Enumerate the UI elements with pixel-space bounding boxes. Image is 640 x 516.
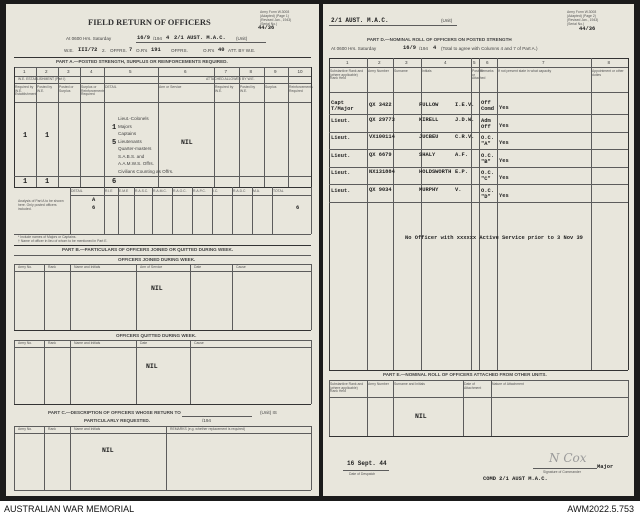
at-hours-label: At 0600 Hrs. Saturday — [331, 46, 377, 51]
column-number: 9 — [274, 69, 277, 74]
column-number: 6 — [486, 60, 489, 65]
part-e-column-header: Nature of Attachment — [492, 382, 524, 386]
column-number: 2 — [45, 69, 48, 74]
army-form-label: (Adapted) (Page 2) — [567, 14, 596, 18]
part-c-heading: PART C.—DESCRIPTION OF OFFICERS WHOSE RETURN TO — [48, 410, 181, 415]
analysis-header: R.A.O.C. — [173, 189, 187, 193]
officer-rank: Lieut. — [331, 187, 351, 194]
column-header: Required by W.E. — [215, 85, 234, 93]
column-number: 2 — [378, 60, 381, 65]
rule-line — [136, 42, 266, 43]
detail-row-label: Quarter-masters — [118, 146, 152, 151]
column-line — [311, 187, 312, 234]
officer-initials: E.P. — [455, 169, 468, 175]
column-line — [152, 187, 153, 234]
column-line — [80, 67, 81, 187]
column-header: Initials — [422, 69, 432, 73]
officer-rank: Lieut. — [331, 135, 351, 141]
column-line — [288, 67, 289, 187]
commander-unit: COMD 2/1 AUST M.A.C. — [483, 476, 548, 482]
column-header: Posted by W.E. — [37, 85, 53, 93]
column-line — [311, 426, 312, 490]
rule-line — [329, 370, 628, 371]
officer-surname: HOLDSWORTH — [419, 169, 452, 175]
column-number: 3 — [67, 69, 70, 74]
return-date: 16/9 — [403, 45, 416, 51]
year-prefix: /194 — [153, 36, 162, 41]
footnote: † Name of officer in lieu of whom to be mentioned in Part E. — [18, 239, 108, 243]
officer-surname: MURPHY — [419, 186, 439, 193]
column-line — [70, 426, 71, 490]
joined-column-header: Rank — [48, 265, 56, 269]
rule-line — [70, 195, 311, 196]
column-number: 7 — [542, 60, 545, 65]
form-title: FIELD RETURN OF OFFICERS — [88, 17, 211, 27]
analysis-header: R.I.E — [105, 189, 113, 193]
column-header: DETAIL — [105, 85, 117, 89]
at-hours-label: At 0600 Hrs. Saturday — [66, 36, 112, 41]
column-line — [70, 340, 71, 404]
posted-value: 1 — [45, 132, 50, 140]
column-line — [311, 67, 312, 187]
analysis-header: R.A.D.C — [233, 189, 246, 193]
officer-status: Off Comd — [481, 100, 494, 113]
column-line — [192, 187, 193, 234]
column-line — [14, 264, 15, 330]
column-line — [70, 264, 71, 330]
army-form-label: (Serial No.) — [567, 22, 585, 26]
officer-army-number: NX131884 — [369, 169, 395, 175]
return-year: 4 — [433, 45, 437, 51]
rule-line — [14, 347, 311, 348]
column-header: Posted or Attached — [472, 69, 486, 81]
att-value: 40 — [218, 47, 225, 53]
column-line — [239, 67, 240, 187]
column-number: 8 — [607, 60, 611, 65]
column-line — [329, 380, 330, 436]
archive-name: AUSTRALIAN WAR MEMORIAL — [4, 504, 135, 514]
officer-remarks: Yes — [499, 157, 509, 164]
quitted-column-header: Name and Initials — [74, 341, 101, 345]
joined-column-header: Name and Initials — [74, 265, 101, 269]
rule-line — [14, 404, 311, 405]
rule-line — [329, 149, 628, 150]
att-label: ATT. BY W.E. — [228, 48, 256, 53]
column-header: Surname — [394, 69, 408, 73]
quitted-column-header: Date — [140, 341, 148, 345]
column-line — [491, 380, 492, 436]
serial-number: 44/36 — [258, 25, 275, 31]
part-c-column-header: REMARKS (e.g. whether replacement is required) — [170, 427, 246, 431]
officer-remarks: Yes — [499, 140, 509, 146]
despatch-date-label: Date of Despatch — [349, 472, 376, 476]
we-establishment-label: W.E. ESTABLISHMENT (Part I) — [18, 77, 66, 81]
rule-line — [329, 202, 628, 203]
rule-line — [533, 468, 597, 469]
column-number: 5 — [473, 60, 476, 65]
we-value: III/72 — [78, 47, 98, 53]
total-value: 6 — [112, 178, 117, 186]
column-number: 1 — [346, 60, 349, 65]
joined-column-header: Date — [194, 265, 202, 269]
part-c-year: /194 — [202, 418, 211, 423]
year-prefix: /194 — [419, 46, 428, 51]
analysis-header: R.A.M.C. — [153, 189, 167, 193]
analysis-note: Analysis of Part A to be shown here. Only posted officers included. — [18, 199, 64, 212]
offrs-value: 7 — [129, 47, 133, 53]
detail-row-label: S.A.B.S. and — [118, 153, 145, 159]
analysis-header: R.A.P.C. — [193, 189, 206, 193]
officer-army-number: QX 6679 — [369, 151, 392, 158]
joined-title: OFFICERS JOINED DURING WEEK. — [118, 257, 196, 262]
column-header: Required by W.E. Establishment — [15, 85, 37, 97]
officer-initials: I.E.V. — [455, 102, 475, 108]
rule-line — [329, 397, 628, 398]
nil-joined: NIL — [151, 285, 163, 292]
footer-bar — [0, 501, 640, 516]
column-line — [172, 187, 173, 234]
analysis-value: A — [92, 197, 96, 203]
rule-line — [14, 426, 311, 427]
column-line — [44, 264, 45, 330]
column-header: Posted or Surplus — [59, 85, 74, 93]
rule-line — [14, 433, 311, 434]
rule-line — [329, 25, 457, 26]
rule-line — [14, 340, 311, 341]
officer-army-number: QX 9034 — [369, 186, 392, 193]
column-header: Reinforcements Required — [289, 85, 313, 93]
column-number: 8 — [249, 69, 253, 74]
column-header: Arm or Service — [159, 85, 182, 89]
quitted-column-header: Army No. — [18, 341, 33, 345]
army-form-label: (Revised Jan., 1943) — [567, 18, 599, 22]
analysis-header: TOTAL — [273, 189, 284, 193]
rule-line — [182, 416, 252, 417]
column-line — [367, 380, 368, 436]
army-form-label: (Revised Jan., 1943) — [260, 18, 292, 22]
despatch-date: 16 Sept. 44 — [347, 460, 387, 467]
posted-value: 1 — [23, 132, 28, 140]
column-line — [628, 58, 629, 370]
rule-line — [14, 245, 311, 246]
officer-surname: SHALY — [419, 151, 436, 158]
column-header: Substantive Rank and (where applicable) Rank Held — [330, 69, 364, 81]
we-label: W.E. — [64, 48, 74, 53]
serial-number: 44/36 — [579, 26, 596, 32]
part-c-column-header: Name and Initials — [74, 427, 101, 431]
part-b-heading: PART B.—PARTICULARS OF OFFICERS JOINED OR QUITTED DURING WEEK. — [62, 247, 234, 252]
column-line — [58, 67, 59, 187]
column-number: 5 — [129, 69, 132, 74]
column-line — [329, 58, 330, 370]
joined-column-header: Army No. — [18, 265, 33, 269]
signature-label: Signature of Commander — [543, 470, 581, 474]
left-page — [6, 4, 319, 496]
officer-surname: KIRELL — [419, 116, 439, 123]
commander-signature: N Cox — [549, 451, 587, 465]
officer-initials: A.F. — [455, 151, 468, 158]
part-c-column-header: Rank — [48, 427, 56, 431]
rule-line — [14, 490, 311, 491]
column-line — [393, 58, 394, 370]
officer-remarks: Yes — [499, 105, 509, 111]
rule-line — [14, 264, 311, 265]
officer-army-number: QX 29773 — [369, 116, 395, 123]
detail-row-label: Civilians Counting as Offrs. — [118, 168, 174, 174]
column-line — [367, 58, 368, 370]
nil-quitted: NIL — [146, 363, 158, 370]
officer-remarks: Yes — [499, 122, 509, 129]
column-line — [393, 380, 394, 436]
column-line — [214, 67, 215, 187]
officer-army-number: VX100114 — [369, 134, 395, 140]
ors-value: 191 — [151, 47, 161, 53]
officer-status: O.C. "C" — [481, 170, 494, 183]
analysis-header: E.M.E — [119, 189, 129, 193]
offrs2-label: OFFRS. — [171, 48, 188, 53]
column-number: 10 — [297, 69, 303, 74]
column-line — [70, 187, 71, 234]
column-line — [136, 340, 137, 404]
column-header: Surplus or Reinforcements Required — [81, 85, 105, 97]
column-line — [136, 264, 137, 330]
column-line — [272, 187, 273, 234]
officer-remarks: Yes — [499, 192, 509, 199]
column-number: 4 — [90, 69, 93, 74]
officer-surname: JUCBEU — [419, 134, 439, 140]
column-line — [134, 187, 135, 234]
column-line — [212, 187, 213, 234]
detail-row-label: Captains — [118, 131, 137, 136]
column-line — [104, 67, 105, 187]
column-line — [463, 380, 464, 436]
officer-initials: V. — [455, 186, 462, 193]
rule-line — [14, 271, 311, 272]
part-d-heading: PART D.—NOMINAL ROLL OF OFFICERS ON POSTED STRENGTH — [367, 37, 512, 42]
column-line — [190, 264, 191, 330]
officer-army-number: QX 3422 — [369, 102, 392, 108]
officer-status: Adm Off — [481, 117, 491, 130]
detail-row-label: Lieutenants — [118, 138, 142, 144]
rule-line — [343, 470, 389, 471]
footnote: * Include names of Majors or Captains. — [18, 235, 77, 239]
column-line — [44, 426, 45, 490]
column-header: Appointment or other duties — [592, 69, 624, 77]
part-e-heading: PART E.—NOMINAL ROLL OF OFFICERS ATTACHED FROM OTHER UNITS. — [383, 372, 547, 377]
officer-rank: Lieut. — [331, 152, 351, 159]
column-line — [264, 67, 265, 187]
accession-number: AWM2022.5.753 — [567, 504, 634, 514]
column-number: 1 — [23, 69, 26, 74]
return-year: 4 — [166, 35, 170, 41]
column-number: 6 — [184, 69, 187, 74]
analysis-value: 6 — [92, 205, 96, 211]
service-note: No Officer with xxxxxx Active Service prior to 3 Nov 39 — [405, 235, 583, 241]
officer-remarks: Yes — [499, 175, 509, 181]
part-e-column-header: Date of Attachment — [464, 382, 482, 390]
analysis-header: DETAIL — [71, 189, 83, 193]
rule-line — [329, 436, 628, 437]
rule-line — [329, 184, 628, 185]
joined-column-header: Arm of Service — [140, 265, 163, 269]
detail-row-label: A.A.M.W.S. Offrs. — [118, 161, 154, 166]
rule-line — [14, 330, 311, 331]
column-number: 4 — [444, 60, 447, 65]
column-line — [479, 58, 480, 370]
detail-row-label: Lieut.-Colonels — [118, 116, 149, 121]
ors-label: O.R's — [136, 48, 148, 53]
total-value: 1 — [45, 178, 50, 186]
analysis-header: I.C. — [213, 189, 219, 193]
column-line — [14, 67, 15, 187]
part-e-column-header: Army Number — [368, 382, 389, 386]
offrs-label: OFFRS. — [110, 48, 127, 53]
column-line — [14, 426, 15, 490]
officer-rank: Capt T/Major — [331, 100, 354, 113]
analysis-total: 6 — [296, 205, 300, 211]
rank-count: 5 — [112, 139, 117, 147]
column-line — [311, 264, 312, 330]
part-c-subheading: PARTICULARLY REQUESTED. — [84, 418, 151, 423]
column-header: Remarks — [480, 69, 494, 73]
joined-column-header: Cause — [236, 265, 246, 269]
nil-part-a: NIL — [181, 139, 193, 146]
officer-initials: J.D.W. — [455, 116, 475, 123]
quitted-column-header: Cause — [194, 341, 204, 345]
column-line — [591, 58, 592, 370]
part-e-column-header: Substantive Rank and (where applicable) Rank Held — [330, 382, 364, 394]
column-header: If not present state in what capacity — [498, 69, 552, 73]
detail-row-label: Majors — [118, 123, 132, 129]
officer-status: O.C. "A" — [481, 135, 494, 148]
army-form-label: (Adapted) (Page 1) — [260, 14, 289, 18]
part-c-column-header: Army No. — [18, 427, 33, 431]
quitted-column-header: Rank — [48, 341, 56, 345]
rule-line — [329, 167, 628, 168]
column-header: Army Number — [368, 69, 389, 73]
part-e-column-header: Surname and Initials — [394, 382, 425, 386]
analysis-header: R.A.S.C. — [135, 189, 149, 193]
quitted-title: OFFICERS QUITTED DURING WEEK. — [116, 333, 197, 338]
attached-label: ATTACHED ALLOWED BY W.E. — [206, 77, 255, 81]
right-page — [323, 4, 634, 496]
column-line — [232, 264, 233, 330]
rank-count: 1 — [112, 124, 117, 132]
page-label: 2. — [102, 48, 106, 53]
officer-status: O.C. "B" — [481, 152, 494, 165]
nil-part-e: NIL — [415, 413, 427, 420]
army-form-label: (Serial No.) — [260, 22, 278, 26]
rule-line — [14, 57, 311, 58]
rule-line — [14, 255, 311, 256]
return-date: 16/9 — [137, 35, 150, 41]
army-form-label: Army Form W.3008 — [567, 10, 597, 14]
rule-line — [329, 380, 628, 381]
officer-rank: Lieut. — [331, 170, 351, 176]
rule-line — [14, 176, 311, 177]
nil-part-c: NIL — [102, 447, 114, 454]
rule-line — [329, 114, 628, 115]
unit-name: 2/1 AUST. M.A.C. — [331, 17, 389, 24]
column-line — [44, 340, 45, 404]
column-number: 7 — [224, 69, 228, 74]
column-line — [252, 187, 253, 234]
unit-name: 2/1 AUST. M.A.C. — [174, 35, 226, 41]
column-line — [166, 426, 167, 490]
total-note: (Total to agree with Columns 4 and 7 of Part A.) — [441, 46, 538, 51]
commander-rank: Major — [597, 464, 614, 470]
officer-rank: Lieut. — [331, 117, 351, 124]
column-line — [311, 340, 312, 404]
part-a-heading: PART A.—POSTED STRENGTH, SURPLUS OR REINFORCEMENTS REQUIRED. — [56, 59, 228, 64]
officer-surname: FULLOW — [419, 102, 439, 108]
column-line — [118, 187, 119, 234]
column-line — [36, 67, 37, 187]
total-value: 1 — [23, 178, 28, 186]
column-line — [14, 340, 15, 404]
officer-initials: C.R.V. — [455, 134, 475, 140]
army-form-label: Army Form W.3008 — [260, 10, 290, 14]
unit-suffix: (Unit) — [236, 36, 248, 41]
analysis-header: M.A. — [253, 189, 260, 193]
ors2-label: O.R's — [203, 48, 215, 53]
column-line — [104, 187, 105, 234]
unit-suffix: (Unit) — [441, 18, 453, 23]
column-line — [628, 380, 629, 436]
column-line — [190, 340, 191, 404]
officer-status: O.C. "D" — [481, 187, 494, 200]
part-c-unit: (Unit) IS — [260, 410, 277, 415]
column-line — [232, 187, 233, 234]
column-number: 3 — [405, 60, 408, 65]
column-header: Posted by W.E. — [240, 85, 256, 93]
rule-line — [329, 132, 628, 133]
rule-line — [14, 187, 311, 188]
column-header: Surplus — [265, 85, 277, 89]
